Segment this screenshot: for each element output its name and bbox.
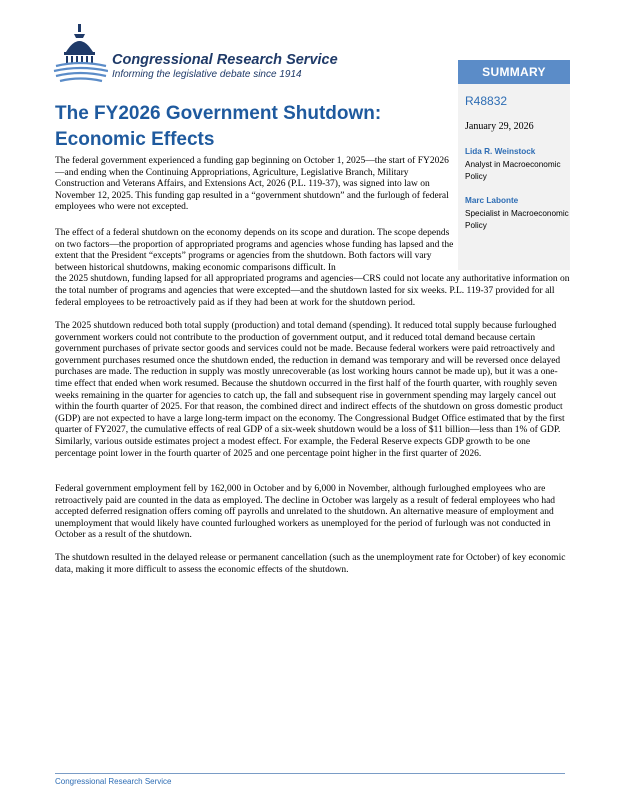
footer-text: Congressional Research Service (55, 777, 172, 786)
author-title: Specialist in Macroeconomic Policy (465, 209, 569, 230)
paragraph-segment: The effect of a federal shutdown on the economy depends on its scope and duration. The scope depends on two factors—the proportion of appropriated programs and agencies whose funding has lapsed and the extent that the President “excepts” programs or agencies from the shutdown. Both factors will vary between historical shutdowns, making economic comparisons difficult. In (55, 228, 454, 273)
author-name: Marc Labonte (465, 196, 519, 205)
crs-logo (52, 22, 338, 86)
capitol-dome-icon (52, 22, 108, 84)
summary-paragraph: The 2025 shutdown reduced both total supply (production) and total demand (spending). It reduced total supply because furloughed government workers could not contribute to the production of government output, and it reduced total demand because certain government purchases of private sector goods and services could not be made. Because federal workers were paid retroactively and government purchases resumed once the shutdown ended, the reduction in demand was temporary and will be reversed once delayed purchases are made. The reduction in supply was mostly unrecoverable (as lost working hours cannot be made up), but it was a one-time effect that ended when work resumed. Because the shutdown occurred in the first half of the fourth quarter, with roughly seven weeks remaining in the quarter for agencies to catch up, the fall and subsequent rise in government spending may largely cancel out within the fourth quarter of 2025. For that reason, the combined direct and indirect effects of the shutdown on gross domestic product (GDP) are not expected to have a large long-term impact on the economy. The Congressional Budget Office estimated that by the first quarter of FY2027, the cumulative effects of real GDP of a six-week shutdown would be a loss of $11 billion—less than 1% of GDP. Similarly, various outside estimates project a modest effect. For example, the Federal Reserve expects GDP growth to be one percentage point lower in the fourth quarter of 2025 and one percentage point higher in the first quarter of 2026. (55, 321, 565, 459)
report-number: R48832 (465, 94, 508, 108)
summary-paragraph: Federal government employment fell by 162,000 in October and by 6,000 in November, although furloughed employees who are retroactively paid are counted in the data as employed. The decline in October was largely as a result of federal employees who had accepted deferred resignation offers coming off payrolls and unrelated to the shutdown. An alternative measure of employment and unemployment that would likely have counted furloughed workers as unemployed for the period of furlough was not conducted in October as a result of the shutdown. (55, 484, 556, 541)
logo-tagline: Informing the legislative debate since 1914 (112, 69, 302, 80)
summary-paragraph: The shutdown resulted in the delayed release or permanent cancellation (such as the unemployment rate for October) of key economic data, making it more difficult to assess the economic effects of the shutdown. (55, 553, 566, 575)
footer-divider (55, 773, 565, 774)
logo-name: Congressional Research Service (112, 52, 338, 68)
author-title: Analyst in Macroeconomic Policy (465, 160, 561, 181)
author-name: Lida R. Weinstock (465, 147, 536, 156)
summary-heading: SUMMARY (458, 60, 570, 84)
summary-paragraph: The federal government experienced a funding gap beginning on October 1, 2025—the start of FY2026—and ending when the Continuing Appropriations, Agriculture, Legislative Branch, Military Construction and Veterans Affairs, and Extensions Act, 2026 (P.L. 119-37), was signed into law on November 12, 2025. This funding gap resulted in a “government shutdown” and the furlough of federal employees who were not excepted. (55, 156, 449, 213)
report-title: The FY2026 Government Shutdown: Economic Effects (55, 103, 382, 150)
summary-paragraph (55, 228, 570, 309)
report-date: January 29, 2026 (465, 121, 534, 132)
paragraph-segment: the 2025 shutdown, funding lapsed for all appropriated programs and agencies—CRS could not locate any authoritative information on the total number of programs and agencies that were excepted—and the shutdown lasted for six weeks. P.L. 119-37 provided for all federal employees to be retroactively paid as if they had been at work for the shutdown period. (55, 274, 570, 308)
